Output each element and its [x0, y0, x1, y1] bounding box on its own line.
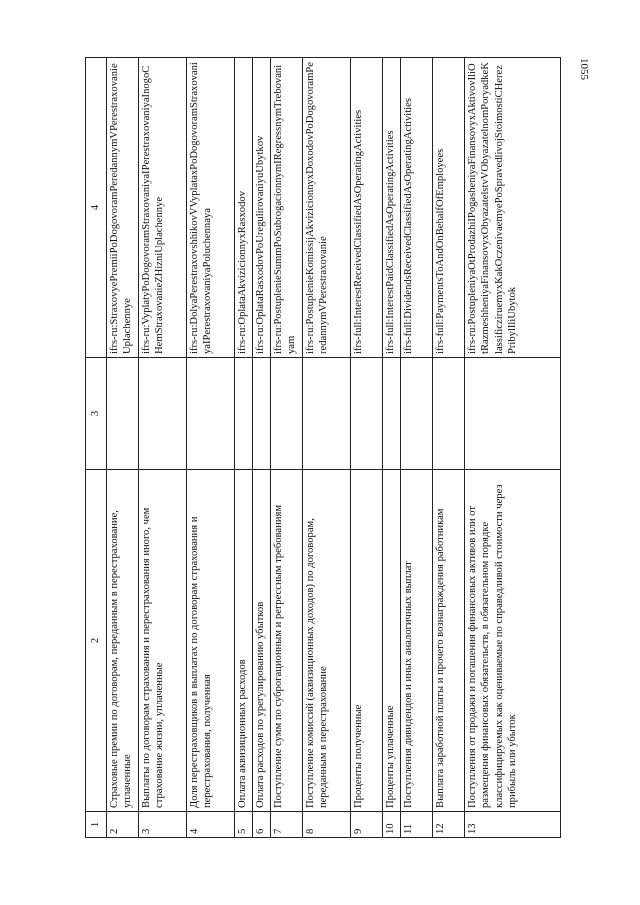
row-col3	[139, 358, 187, 470]
row-name: Доля перестраховщиков в выплатах по договорам страхования и перестрахования, полученная	[187, 470, 235, 812]
row-code: ifrs-ru:VyplatyPoDogovoramStraxovaniyaIPerestraxovaniyaInogoCHemStraxovanieZHizniUplachennye	[139, 58, 187, 358]
table-row	[351, 58, 383, 838]
row-col3	[107, 358, 139, 470]
row-name: Выплата заработной платы и прочего вознаграждения работникам	[433, 470, 465, 812]
row-name: Оплата расходов по урегулированию убытков	[253, 470, 271, 812]
row-code: ifrs-full:PaymentsToAndOnBehalfOfEmployees	[433, 58, 465, 358]
row-number: 11	[401, 812, 433, 838]
row-number: 9	[351, 812, 383, 838]
row-number: 12	[433, 812, 465, 838]
table-row	[465, 58, 561, 838]
row-col3	[433, 358, 465, 470]
row-code: ifrs-ru:DolyaPerestraxovshhikovVVyplataxPoDogovoramStraxovaniyaIPerestraxovaniyaPoluchennaya	[187, 58, 235, 358]
rotated-table-container	[85, 58, 610, 838]
table-row	[383, 58, 401, 838]
table-row	[401, 58, 433, 838]
row-name: Поступления дивидендов и иных аналогичных выплат	[401, 470, 433, 812]
row-number: 3	[139, 812, 187, 838]
row-number: 10	[383, 812, 401, 838]
table-row	[235, 58, 253, 838]
table-row	[139, 58, 187, 838]
row-name: Поступление комиссий (аквизиционных доходов) по договорам, переданным в перестрахование	[303, 470, 351, 812]
row-col3	[351, 358, 383, 470]
row-col3	[383, 358, 401, 470]
row-name: Проценты полученные	[351, 470, 383, 812]
row-col3	[271, 358, 303, 470]
row-number: 13	[465, 812, 561, 838]
row-code: ifrs-ru:PostuplenieKomissijAkvizicionnyxDoxodovPoDogovoramPeredannymVPerestraxovanie	[303, 58, 351, 358]
table-row	[271, 58, 303, 838]
row-col3	[303, 358, 351, 470]
row-col3	[187, 358, 235, 470]
header-cell: 3	[86, 358, 107, 470]
table-row	[253, 58, 271, 838]
row-col3	[253, 358, 271, 470]
row-code: ifrs-ru:PostupleniyaOtProdazhiIPogasheniyaFinansovyxAktivovIliOtRazmeshheniyaFinansovyxObyazatelstvVObyazatelnomPoryadkeKlassificziruemyxKakOczenivaemyePoSpravedlivojStoimostiCHerezPribylIliUbytok	[465, 58, 561, 358]
row-number: 6	[253, 812, 271, 838]
row-code: ifrs-full:InterestPaidClassifiedAsOperatingActivities	[383, 58, 401, 358]
header-cell: 1	[86, 812, 107, 838]
header-cell: 4	[86, 58, 107, 358]
row-name: Оплата аквизиционных расходов	[235, 470, 253, 812]
row-code: ifrs-ru:StraxovyePremiiPoDogovoramPeredannymVPerestraxovanieUplachennye	[107, 58, 139, 358]
row-number: 2	[107, 812, 139, 838]
row-name: Страховые премии по договорам, переданным в перестрахование, уплаченные	[107, 470, 139, 812]
xbrl-mapping-table	[85, 57, 561, 838]
row-number: 7	[271, 812, 303, 838]
row-name: Поступление сумм по суброгационным и регрессным требованиям	[271, 470, 303, 812]
row-col3	[465, 358, 561, 470]
row-number: 8	[303, 812, 351, 838]
row-col3	[401, 358, 433, 470]
row-name: Поступления от продажи и погашения финансовых активов или от размещения финансовых обязательств, в обязательном порядке классифицируемых как оцениваемые по справедливой стоимости через прибыль или убыток	[465, 470, 561, 812]
row-code: ifrs-ru:OplataAkvizicionnyxRasxodov	[235, 58, 253, 358]
page-number: 1055	[578, 58, 590, 80]
table-row	[303, 58, 351, 838]
row-code: ifrs-ru:OplataRasxodovPoUregulirovaniyuUbytkov	[253, 58, 271, 358]
table-row	[187, 58, 235, 838]
row-number: 5	[235, 812, 253, 838]
table-body	[107, 58, 561, 838]
header-row	[86, 58, 107, 838]
table-row	[433, 58, 465, 838]
row-name: Выплаты по договорам страхования и перестрахования иного, чем страхование жизни, уплаченные	[139, 470, 187, 812]
header-cell: 2	[86, 470, 107, 812]
row-code: ifrs-full:InterestReceivedClassifiedAsOperatingActivities	[351, 58, 383, 358]
row-code: ifrs-full:DividendsReceivedClassifiedAsOperatingActivities	[401, 58, 433, 358]
table-row	[107, 58, 139, 838]
row-name: Проценты уплаченные	[383, 470, 401, 812]
row-number: 4	[187, 812, 235, 838]
row-code: ifrs-ru:PostuplenieSummPoSubrogacionnymIRegressnymTrebovaniyam	[271, 58, 303, 358]
row-col3	[235, 358, 253, 470]
